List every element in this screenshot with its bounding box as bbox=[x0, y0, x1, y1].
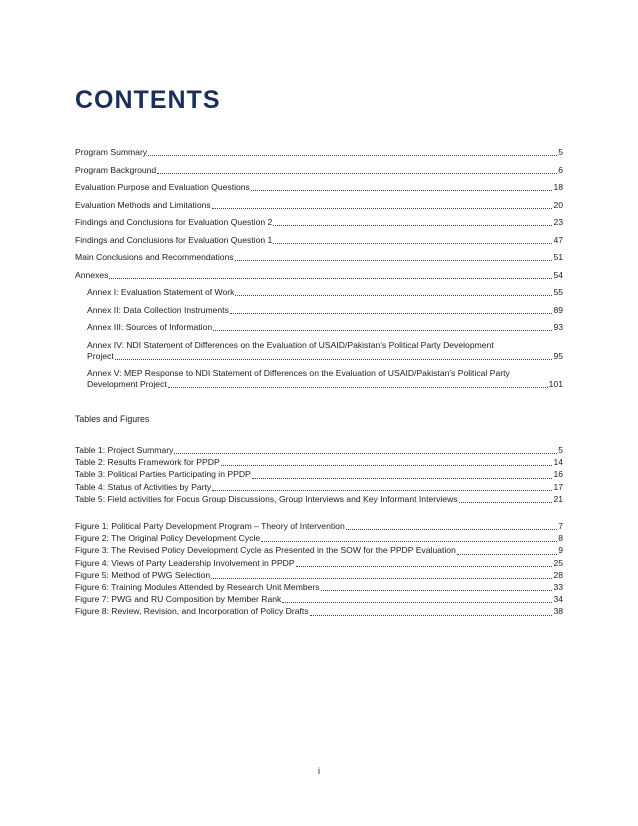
dot-leader bbox=[310, 615, 553, 616]
list-of-figures bbox=[75, 520, 563, 618]
figure-entry[interactable] bbox=[75, 544, 563, 556]
dot-leader bbox=[346, 529, 558, 530]
entry-page-number: 25 bbox=[553, 557, 563, 568]
toc-entry[interactable] bbox=[75, 200, 563, 211]
entry-label-line1: Annex V: MEP Response to NDI Statement of Differences on the Evaluation of USAID/Pakistan's Political Party bbox=[87, 368, 510, 378]
entry-page-number: 7 bbox=[558, 521, 563, 531]
toc-sub-entry[interactable] bbox=[75, 287, 563, 298]
contents-title: CONTENTS bbox=[75, 86, 221, 114]
dot-leader bbox=[235, 295, 552, 296]
page-number: i bbox=[318, 766, 320, 776]
toc-entry[interactable] bbox=[75, 235, 563, 246]
entry-label: Program Background bbox=[75, 164, 157, 175]
entry-label: Annexes bbox=[75, 269, 109, 280]
entry-page-number: 93 bbox=[553, 322, 563, 332]
dot-leader bbox=[115, 359, 553, 360]
entry-label: Annex II: Data Collection Instruments bbox=[87, 304, 229, 315]
entry-label: Evaluation Methods and Limitations bbox=[75, 199, 211, 210]
figure-entry[interactable] bbox=[75, 581, 563, 593]
dot-leader bbox=[282, 602, 552, 603]
dot-leader bbox=[157, 173, 557, 174]
table-of-contents bbox=[75, 147, 563, 397]
entry-label: Annex I: Evaluation Statement of Work bbox=[87, 287, 235, 297]
table-entry[interactable] bbox=[75, 456, 563, 468]
entry-label-line1: Annex IV: NDI Statement of Differences on the Evaluation of USAID/Pakistan's Political Party Development bbox=[87, 339, 494, 350]
entry-page-number: 5 bbox=[558, 445, 563, 455]
entry-label: Findings and Conclusions for Evaluation Question 1 bbox=[75, 234, 273, 245]
figure-entry[interactable] bbox=[75, 605, 563, 617]
entry-label: Figure 3: The Revised Policy Development Cycle as Presented in the SOW for the PPDP Evaluation bbox=[75, 545, 456, 556]
toc-entry[interactable] bbox=[75, 182, 563, 193]
entry-page-number: 28 bbox=[553, 569, 563, 580]
entry-label: Project bbox=[87, 350, 114, 361]
entry-page-number: 21 bbox=[553, 493, 563, 504]
entry-label: Table 1: Project Summary bbox=[75, 445, 174, 455]
entry-page-number: 8 bbox=[558, 533, 563, 544]
dot-leader bbox=[273, 243, 552, 244]
entry-label: Evaluation Purpose and Evaluation Questions bbox=[75, 182, 250, 192]
entry-page-number: 38 bbox=[553, 606, 563, 617]
dot-leader bbox=[230, 313, 553, 314]
toc-entry[interactable] bbox=[75, 147, 563, 158]
entry-label: Program Summary bbox=[75, 147, 148, 157]
entry-page-number: 51 bbox=[553, 252, 563, 262]
dot-leader bbox=[168, 387, 548, 388]
figure-entry[interactable] bbox=[75, 520, 563, 532]
entry-page-number: 5 bbox=[558, 147, 563, 157]
entry-page-number: 18 bbox=[553, 182, 563, 192]
entry-page-number: 47 bbox=[553, 234, 563, 245]
entry-label: Annex III: Sources of Information bbox=[87, 322, 213, 332]
entry-label: Table 4: Status of Activities by Party bbox=[75, 481, 212, 492]
dot-leader bbox=[212, 490, 552, 491]
entry-page-number: 95 bbox=[553, 350, 563, 361]
entry-label: Table 3: Political Parties Participating in PPDP bbox=[75, 469, 251, 480]
figure-entry[interactable] bbox=[75, 569, 563, 581]
entry-label: Figure 4: Views of Party Leadership Involvement in PPDP bbox=[75, 557, 295, 568]
entry-page-number: 14 bbox=[553, 457, 563, 468]
table-entry[interactable] bbox=[75, 468, 563, 480]
entry-page-number: 33 bbox=[553, 582, 563, 593]
entry-page-number: 6 bbox=[558, 164, 563, 175]
toc-sub-entry[interactable] bbox=[75, 368, 563, 390]
entry-label: Figure 7: PWG and RU Composition by Member Rank bbox=[75, 594, 282, 605]
entry-label-line2 bbox=[87, 379, 563, 390]
entry-page-number: 34 bbox=[553, 594, 563, 605]
entry-label: Figure 8: Review, Revision, and Incorporation of Policy Drafts bbox=[75, 606, 309, 617]
dot-leader bbox=[252, 478, 553, 479]
dot-leader bbox=[459, 502, 553, 503]
tables-and-figures-heading: Tables and Figures bbox=[75, 414, 150, 424]
figure-entry[interactable] bbox=[75, 557, 563, 569]
entry-page-number: 16 bbox=[553, 469, 563, 480]
toc-entry[interactable] bbox=[75, 217, 563, 228]
entry-label: Figure 2: The Original Policy Development Cycle bbox=[75, 533, 261, 544]
entry-label: Development Project bbox=[87, 379, 167, 389]
dot-leader bbox=[174, 453, 557, 454]
table-entry[interactable] bbox=[75, 481, 563, 493]
dot-leader bbox=[296, 566, 553, 567]
table-entry[interactable] bbox=[75, 493, 563, 505]
dot-leader bbox=[109, 278, 552, 279]
dot-leader bbox=[212, 208, 553, 209]
entry-page-number: 89 bbox=[553, 304, 563, 315]
dot-leader bbox=[211, 578, 552, 579]
figure-entry[interactable] bbox=[75, 532, 563, 544]
entry-label-line2 bbox=[87, 351, 563, 362]
entry-label: Figure 5: Method of PWG Selection bbox=[75, 569, 211, 580]
entry-page-number: 101 bbox=[548, 379, 563, 389]
dot-leader bbox=[321, 590, 553, 591]
entry-label: Figure 6: Training Modules Attended by Research Unit Members bbox=[75, 582, 320, 593]
entry-page-number: 20 bbox=[553, 199, 563, 210]
dot-leader bbox=[261, 541, 557, 542]
toc-entry[interactable] bbox=[75, 252, 563, 263]
toc-entry[interactable] bbox=[75, 270, 563, 281]
entry-label: Main Conclusions and Recommendations bbox=[75, 252, 234, 262]
dot-leader bbox=[213, 330, 552, 331]
entry-label: Table 5: Field activities for Focus Group Discussions, Group Interviews and Key Informant Interviews bbox=[75, 493, 458, 504]
entry-page-number: 55 bbox=[553, 287, 563, 297]
figure-entry[interactable] bbox=[75, 593, 563, 605]
toc-entry[interactable] bbox=[75, 165, 563, 176]
dot-leader bbox=[235, 260, 553, 261]
toc-sub-entry[interactable] bbox=[75, 322, 563, 333]
dot-leader bbox=[457, 554, 557, 555]
dot-leader bbox=[148, 155, 557, 156]
entry-label: Figure 1: Political Party Development Program – Theory of Intervention bbox=[75, 521, 345, 531]
toc-sub-entry[interactable] bbox=[75, 305, 563, 316]
dot-leader bbox=[221, 465, 553, 466]
table-entry[interactable] bbox=[75, 444, 563, 456]
entry-label: Table 2: Results Framework for PPDP bbox=[75, 457, 220, 468]
entry-page-number: 23 bbox=[553, 217, 563, 227]
dot-leader bbox=[273, 225, 552, 226]
toc-sub-entry[interactable] bbox=[75, 340, 563, 362]
entry-page-number: 17 bbox=[553, 481, 563, 492]
dot-leader bbox=[251, 190, 553, 191]
list-of-tables bbox=[75, 444, 563, 505]
entry-page-number: 9 bbox=[558, 545, 563, 556]
entry-label: Findings and Conclusions for Evaluation Question 2 bbox=[75, 217, 273, 227]
entry-page-number: 54 bbox=[553, 269, 563, 280]
